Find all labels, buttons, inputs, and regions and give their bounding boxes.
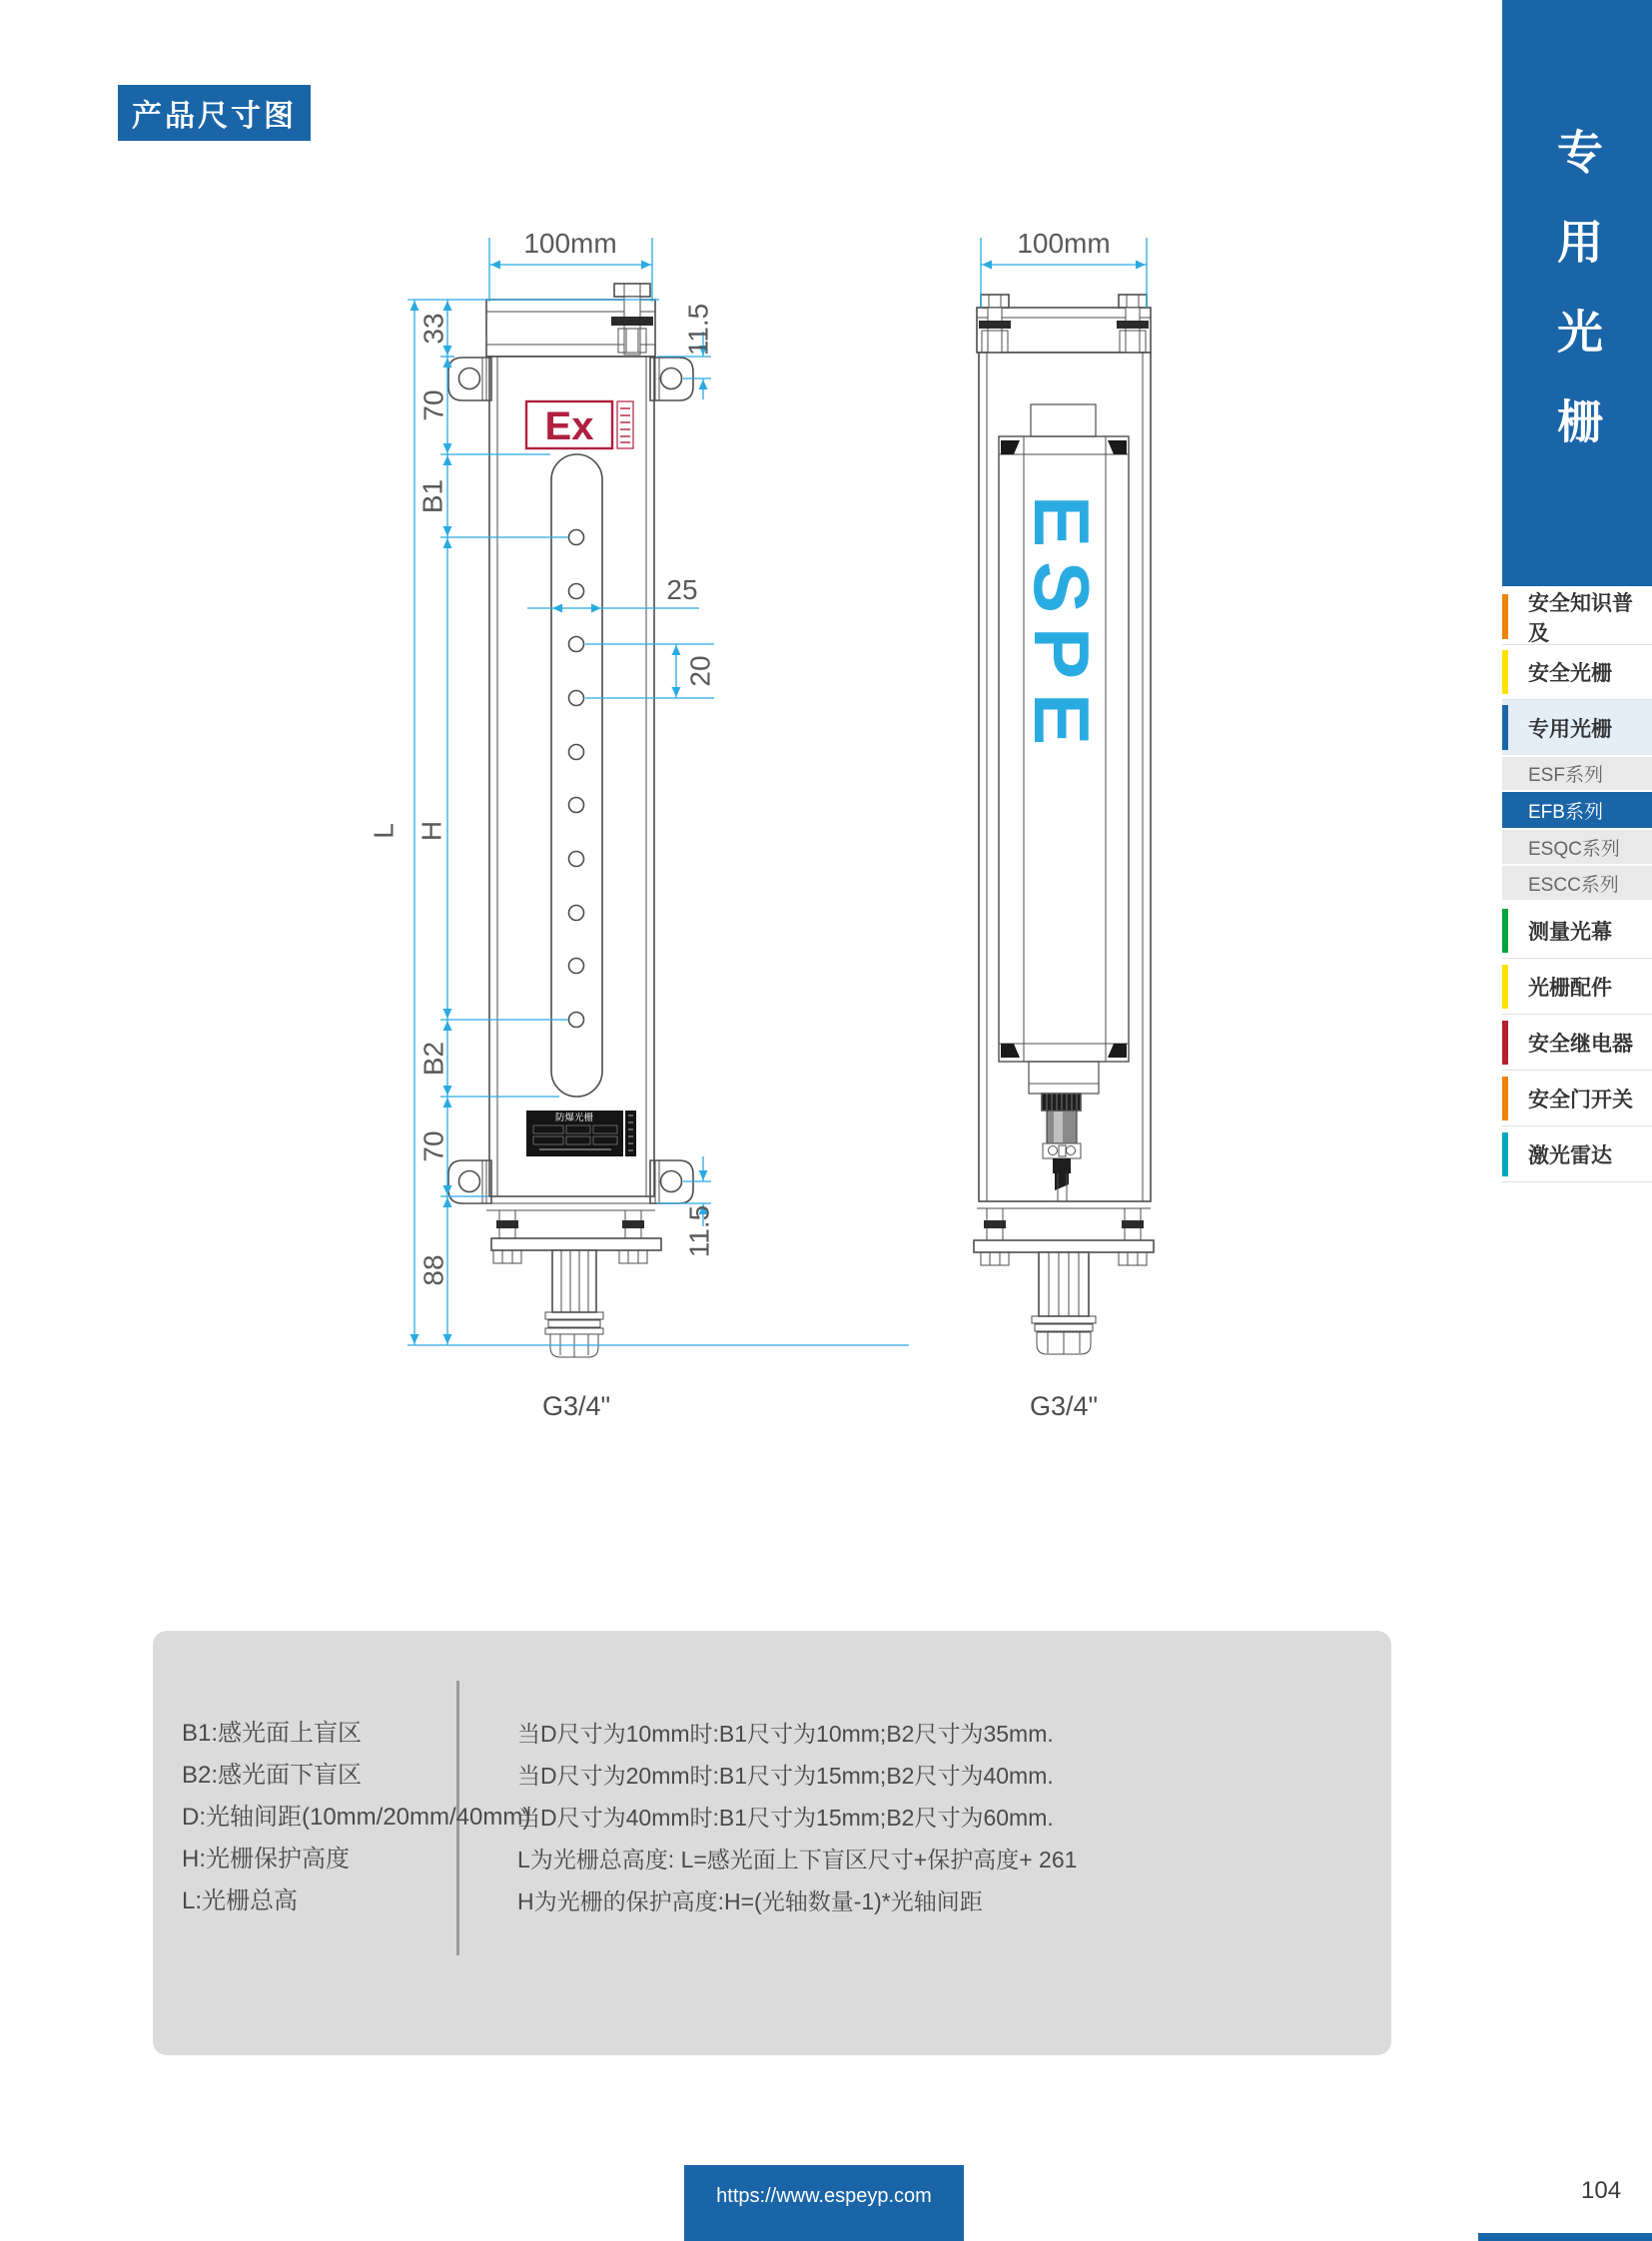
- sidebar-item-label: 安全光栅: [1528, 662, 1612, 685]
- side-thread-label: G3/4": [1029, 1391, 1099, 1421]
- sidebar-item-esf-series[interactable]: [1502, 757, 1652, 790]
- category-color-bar: [1502, 965, 1508, 1009]
- dim-H: H: [415, 820, 447, 842]
- dim-25: 25: [666, 574, 698, 605]
- espe-brand-text: ESPE: [1018, 494, 1106, 760]
- sidebar-item-label: 光栅配件: [1528, 977, 1612, 1000]
- sidebar-item-label: 安全继电器: [1528, 1033, 1633, 1056]
- legend-line: B1:感光面上盲区: [182, 1720, 363, 1747]
- dim-11-5-top: 11.5: [682, 303, 714, 357]
- dimension-notes-panel: [153, 1631, 1391, 2055]
- sidebar-item-efb-series[interactable]: [1502, 792, 1652, 828]
- sidebar-item-safety-relay[interactable]: [1502, 1016, 1652, 1071]
- dim-70-bottom: 70: [417, 1130, 449, 1162]
- sidebar-item-label: ESCC系列: [1528, 874, 1619, 896]
- dim-L: L: [368, 823, 400, 839]
- sidebar-item-measuring-light-curtain[interactable]: [1502, 904, 1652, 959]
- legend-line: D:光轴间距(10mm/20mm/40mm): [182, 1804, 531, 1831]
- footer-bar: [684, 2165, 964, 2241]
- dim-b1: B1: [416, 478, 448, 514]
- dim-33: 33: [417, 313, 449, 345]
- category-color-bar: [1502, 1132, 1508, 1176]
- category-color-bar: [1502, 650, 1508, 694]
- sidebar-item-safety-light-curtain[interactable]: [1502, 645, 1652, 700]
- category-color-bar: [1502, 594, 1508, 639]
- ex-certification-label: [526, 401, 633, 448]
- page-title: 产品尺寸图: [118, 85, 311, 141]
- sidebar-item-label: ESQC系列: [1528, 838, 1620, 860]
- rule-line: 当D尺寸为20mm时:B1尺寸为15mm;B2尺寸为40mm.: [517, 1763, 1054, 1789]
- sidebar-item-label: ESF系列: [1528, 765, 1603, 786]
- dimension-rules: [517, 1713, 1077, 1922]
- product-nameplate: [526, 1111, 636, 1156]
- dim-b2: B2: [417, 1041, 449, 1077]
- side-width-label: 100mm: [1017, 228, 1111, 259]
- sidebar-item-special-light-curtain[interactable]: [1502, 700, 1652, 755]
- sidebar-item-laser-radar[interactable]: [1502, 1127, 1652, 1182]
- category-color-bar: [1502, 705, 1508, 750]
- dim-70-top: 70: [417, 389, 449, 421]
- rule-line: H为光栅的保护高度:H=(光轴数量-1)*光轴间距: [517, 1888, 983, 1914]
- front-width-label: 100mm: [523, 228, 617, 259]
- sidebar-item-accessories[interactable]: [1502, 960, 1652, 1015]
- sidebar-item-escc-series[interactable]: [1502, 866, 1652, 900]
- legend-line: L:光栅总高: [182, 1887, 299, 1914]
- page-number: 104: [1581, 2177, 1622, 2204]
- sidebar-item-safety-door-switch[interactable]: [1502, 1072, 1652, 1126]
- sidebar-banner-special-light-curtain: [1502, 0, 1652, 586]
- footer-url[interactable]: https://www.espeyp.com: [716, 2185, 932, 2207]
- legend-definitions: [182, 1713, 530, 1922]
- rule-line: 当D尺寸为10mm时:B1尺寸为10mm;B2尺寸为35mm.: [517, 1721, 1054, 1747]
- dimension-drawing: [340, 200, 1288, 1438]
- sidebar-item-label: 激光雷达: [1528, 1144, 1612, 1167]
- category-color-bar: [1502, 1021, 1508, 1065]
- legend-line: B2:感光面下盲区: [182, 1762, 363, 1789]
- sidebar-item-label: EFB系列: [1528, 801, 1603, 823]
- sidebar-item-label: 安全门开关: [1528, 1089, 1633, 1112]
- dim-88: 88: [417, 1254, 449, 1286]
- sidebar-item-esqc-series[interactable]: [1502, 830, 1652, 864]
- dim-20: 20: [684, 655, 716, 687]
- corner-accent: [1478, 2233, 1652, 2241]
- rule-line: 当D尺寸为40mm时:B1尺寸为15mm;B2尺寸为60mm.: [517, 1805, 1054, 1831]
- front-thread-label: G3/4": [541, 1391, 611, 1421]
- rule-line: L为光栅总高度: L=感光面上下盲区尺寸+保护高度+ 261: [517, 1847, 1078, 1872]
- nameplate-title: 防爆光栅: [554, 1113, 594, 1123]
- dim-11-5-bottom: 11.5: [683, 1204, 715, 1258]
- sidebar-item-label: 测量光幕: [1528, 921, 1612, 944]
- category-color-bar: [1502, 909, 1508, 953]
- category-color-bar: [1502, 1077, 1508, 1120]
- sidebar-item-safety-knowledge[interactable]: [1502, 589, 1652, 645]
- ex-label-text: Ex: [544, 404, 594, 448]
- sidebar-item-label: 专用光栅: [1528, 717, 1612, 741]
- sidebar-banner-text: 专用光栅: [1551, 128, 1603, 487]
- side-view-drawing: [974, 295, 1154, 1354]
- legend-line: H:光栅保护高度: [182, 1846, 350, 1872]
- sidebar-item-label: 安全知识普及: [1528, 591, 1633, 645]
